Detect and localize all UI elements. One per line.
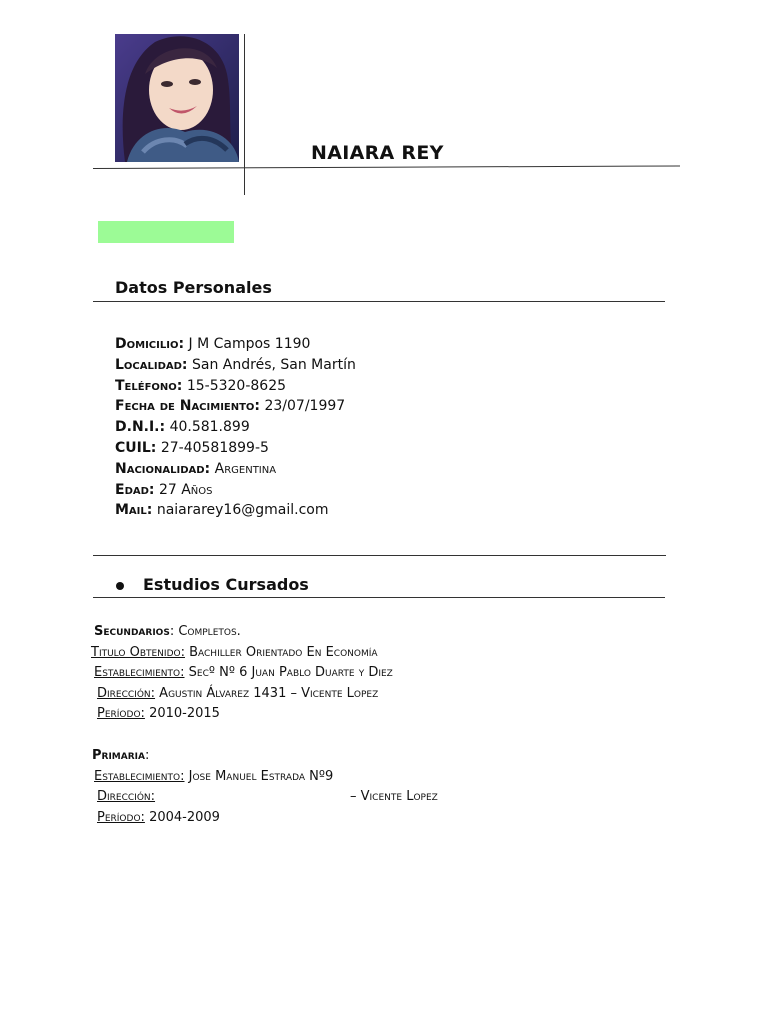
primary-periodo-label: Período: — [97, 809, 145, 825]
field-value: 23/07/1997 — [264, 398, 346, 415]
primary-estab-value: Jose Manuel Estrada Nº9 — [188, 768, 334, 784]
field-label: Domicilio: — [115, 336, 185, 352]
field-telefono — [115, 376, 356, 397]
field-cuil — [115, 438, 356, 459]
header-horizontal-rule — [93, 165, 680, 169]
field-edad — [115, 480, 356, 501]
field-label: Teléfono: — [115, 377, 183, 394]
field-value: naiararey16@gmail.com — [156, 502, 329, 519]
primary-heading: Primaria — [92, 748, 145, 763]
field-label: Nacionalidad: — [115, 460, 211, 477]
primary-periodo-value: 2004-2009 — [149, 809, 220, 825]
field-label: Edad: — [115, 481, 155, 498]
bullet-icon — [116, 582, 124, 590]
profile-photo — [115, 34, 239, 162]
secondary-periodo-row — [97, 704, 393, 725]
primary-dir-label: Dirección: — [97, 789, 156, 805]
field-value: 27 Años — [158, 481, 213, 498]
field-mail — [115, 500, 356, 521]
highlight-bar — [98, 221, 234, 243]
secondary-periodo-value: 2010-2015 — [149, 706, 220, 722]
field-nacionalidad — [115, 459, 356, 480]
secondary-titulo-row — [91, 643, 393, 664]
field-fecha-nacimiento — [115, 396, 356, 417]
field-label: Fecha de Nacimiento: — [115, 398, 261, 415]
personal-data-list — [115, 334, 356, 521]
field-value: 27-40581899-5 — [160, 439, 269, 456]
secondary-estab-row — [94, 663, 393, 684]
secondary-status: Completos. — [178, 624, 241, 639]
primary-heading-row: Primaria: — [92, 748, 150, 763]
personal-section-title: Datos Personales — [115, 278, 272, 297]
secondary-dir-label: Dirección: — [97, 685, 156, 701]
secondary-periodo-label: Período: — [97, 706, 145, 722]
primary-block — [92, 746, 438, 828]
secondary-dir-value: Agustin Álvarez 1431 – Vicente Lopez — [159, 685, 379, 701]
studies-section-rule — [93, 597, 665, 598]
secondary-estab-value: Secº Nº 6 Juan Pablo Duarte y Diez — [188, 665, 393, 681]
secondary-block — [91, 622, 393, 725]
header-vertical-rule — [244, 34, 245, 195]
studies-section-title: Estudios Cursados — [143, 575, 309, 594]
secondary-titulo-value: Bachiller Orientado En Economía — [189, 644, 378, 660]
personal-section-rule — [93, 301, 665, 302]
field-dni — [115, 417, 356, 438]
field-localidad — [115, 355, 356, 376]
secondary-estab-label: Establecimiento: — [94, 665, 185, 681]
candidate-name: NAIARA REY — [311, 142, 444, 164]
primary-dir-row — [97, 787, 438, 808]
field-value: 15-5320-8625 — [186, 377, 287, 394]
field-value: Argentina — [214, 460, 277, 477]
field-value: 40.581.899 — [169, 419, 250, 436]
secondary-heading: Secundarios — [94, 624, 170, 639]
secondary-heading-row: Secundarios: Completos. — [94, 624, 241, 639]
separator-rule — [93, 555, 666, 556]
field-label: Mail: — [115, 502, 153, 519]
primary-periodo-row — [97, 808, 438, 829]
primary-estab-row — [94, 767, 438, 788]
field-label: Localidad: — [115, 356, 188, 373]
secondary-dir-row — [97, 684, 393, 705]
secondary-titulo-label: Titulo Obtenido: — [91, 644, 185, 660]
field-value: J M Campos 1190 — [188, 336, 311, 352]
primary-estab-label: Establecimiento: — [94, 768, 185, 784]
field-value: San Andrés, San Martín — [192, 356, 356, 373]
primary-dir-value: – Vicente Lopez — [350, 789, 438, 805]
field-label: CUIL: — [115, 439, 157, 456]
field-label: D.N.I.: — [115, 419, 166, 436]
field-domicilio — [115, 334, 356, 355]
